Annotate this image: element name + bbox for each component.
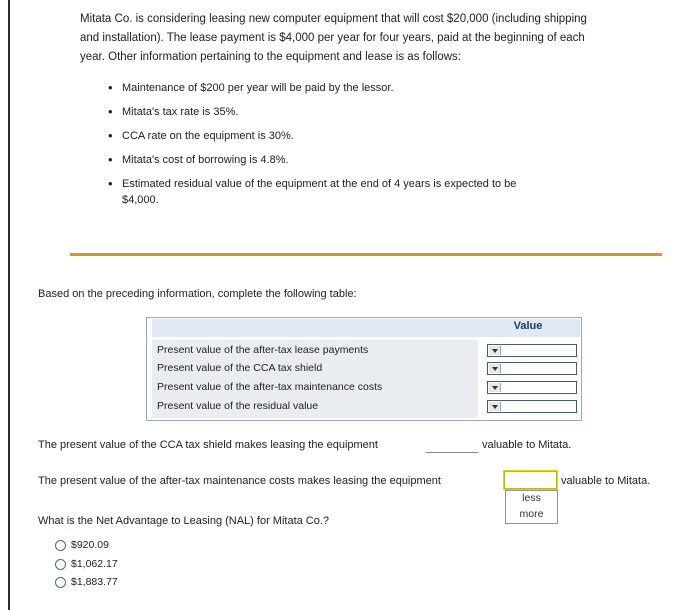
maintenance-statement-suffix: valuable to Mitata.	[561, 475, 651, 487]
cca-statement-suffix: valuable to Mitata.	[482, 439, 572, 451]
residual-value-dropdown[interactable]	[487, 400, 577, 413]
cca-answer-blank[interactable]	[426, 452, 478, 453]
table-row-label: Present value of the after-tax lease payments	[157, 344, 369, 356]
maintenance-answer-select[interactable]	[504, 471, 557, 489]
chevron-down-icon	[489, 402, 501, 411]
radio-choice-1[interactable]	[55, 540, 66, 551]
residual-text-line-1: Estimated residual value of the equipment at the end of 4 years is expected to be	[122, 178, 517, 190]
choice-label-2: $1,062.17	[71, 558, 118, 570]
choice-label-3: $1,883.77	[71, 576, 118, 588]
maintenance-statement-prefix: The present value of the after-tax maintenance costs makes leasing the equipment	[38, 475, 441, 487]
intro-line-2: and installation). The lease payment is $4,000 per year for four years, paid at the beginning of each	[80, 32, 585, 44]
section-divider	[70, 253, 662, 256]
cca-statement-prefix: The present value of the CCA tax shield makes leasing the equipment	[38, 439, 378, 451]
left-border	[8, 0, 10, 610]
problem-intro	[80, 10, 675, 67]
option-more[interactable]: more	[519, 508, 544, 520]
radio-choice-2[interactable]	[55, 559, 66, 570]
table-row-label: Present value of the after-tax maintenance costs	[157, 381, 383, 393]
assumption-list	[108, 80, 668, 208]
table-prompt: Based on the preceding information, complete the following table:	[38, 288, 357, 300]
list-item: • Maintenance of $200 per year will be paid by the lessor.	[108, 80, 668, 96]
cca-shield-value-dropdown[interactable]	[487, 362, 577, 375]
option-less[interactable]: less	[522, 492, 541, 504]
choice-label-1: $920.09	[71, 539, 109, 551]
chevron-down-icon	[489, 364, 501, 373]
residual-text-line-2: $4,000.	[122, 194, 159, 206]
maintenance-options-list	[505, 490, 558, 524]
table-row-label: Present value of the CCA tax shield	[157, 362, 323, 374]
chevron-down-icon	[489, 346, 501, 355]
lease-payments-value-dropdown[interactable]	[487, 344, 577, 357]
list-item	[108, 176, 668, 208]
nal-question: What is the Net Advantage to Leasing (NAL) for Mitata Co.?	[38, 515, 330, 527]
list-item: • Mitata's tax rate is 35%.	[108, 104, 668, 120]
table-row-label: Present value of the residual value	[157, 400, 319, 412]
maintenance-value-dropdown[interactable]	[487, 381, 577, 394]
list-item: • Mitata's cost of borrowing is 4.8%.	[108, 152, 668, 168]
chevron-down-icon	[489, 383, 501, 392]
list-item: • CCA rate on the equipment is 30%.	[108, 128, 668, 144]
radio-choice-3[interactable]	[55, 577, 66, 588]
value-column-header: Value	[513, 320, 543, 332]
intro-line-3: year. Other information pertaining to the equipment and lease is as follows:	[80, 51, 461, 63]
intro-line-1: Mitata Co. is considering leasing new computer equipment that will cost $20,000 (including shipping	[80, 13, 587, 25]
